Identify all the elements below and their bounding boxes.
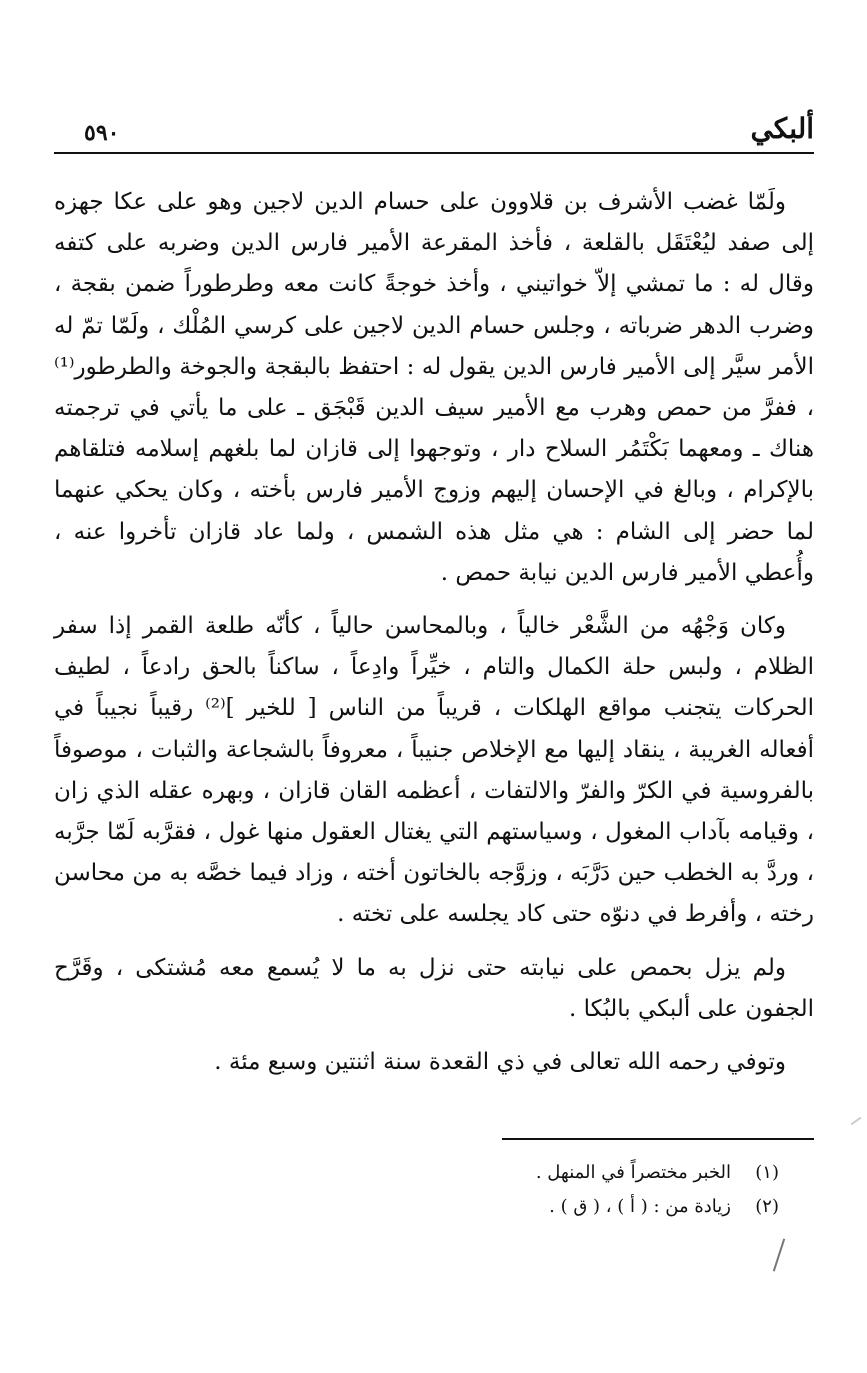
footnote-2 [54, 1190, 779, 1224]
footnotes [54, 1156, 779, 1224]
footnote-text: الخبر مختصراً في المنهل . [535, 1162, 731, 1183]
paragraph-4: وتوفي رحمه الله تعالى في ذي القعدة سنة اثنتين وسبع مئة . [214, 1049, 786, 1076]
paragraph-2: وكان وَجْهُه من الشَّعْر خالياً ، وبالمحاسن حالياً ، كأنّه طلعة القمر إذا سفر الظلام ، ولبس حلة الكمال والتام ، خيِّراً وادِعاً ، ساكناً بالحق رادعاً ، لطيف الحركات يتجنب مواقع الهلكات ، قريباً من الناس [ للخير ]⁽²⁾ رقيباً نجيباً في أفعاله الغريبة ، ينقاد إليها مع الإخلاص جنيباً ، معروفاً بالشجاعة والثبات ، موصوفاً بالفروسية في الكرّ والفرّ والالتفات ، أعظمه القان قازان ، وبهره عقله الذي زان ، وقيامه بآداب المغول ، وسياستهم التي يغتال العقول منها غول ، فقرَّبه لَمّا جرَّبه ، وردَّ به الخطب حين دَرَّبَه ، وزوَّجه بالخاتون أخته ، وزاد فيما خصَّه به من محاسن رخته ، وأفرط في دنوّه حتى كاد يجلسه على تخته . [54, 613, 815, 928]
header-rule [54, 152, 814, 154]
footnote-text: زيادة من : ( أ ) ، ( ق ) . [549, 1196, 731, 1217]
footnote-number: (١) [755, 1162, 779, 1183]
scan-edge-mark [851, 1117, 862, 1126]
scan-stray-mark [773, 1239, 785, 1272]
page-header [54, 112, 814, 152]
running-title: ألبكي [750, 112, 814, 145]
body-text [54, 182, 814, 1083]
footnote-1 [54, 1156, 779, 1190]
page-number: ٥٩٠ [84, 120, 120, 146]
paragraph-3: ولم يزل بحمص على نيابته حتى نزل به ما لا يُسمع معه مُشتكى ، وقَرَّح الجفون على ألبكي بالبُكا . [54, 954, 814, 1022]
paragraph-1: ولَمّا غضب الأشرف بن قلاوون على حسام الدين لاجين وهو على عكا جهزه إلى صفد ليُعْتَقَل بالقلعة ، فأخذ المقرعة الأمير فارس الدين وضربه على كتفه وقال له : ما تمشي إلاّ خواتيني ، وأخذ خوجةً كانت معه وطرطوراً ضمن بقجة ، وضرب الدهر ضرباته ، وجلس حسام الدين لاجين على كرسي المُلْك ، ولَمّا تمّ له الأمر سيَّر إلى الأمير فارس الدين يقول له : احتفظ بالبقجة والجوخة والطرطور⁽¹⁾ ، ففرَّ من حمص وهرب مع الأمير سيف الدين قَبْجَق ـ على ما يأتي في ترجمته هناك ـ ومعهما بَكْتَمُر السلاح دار ، وتوجهوا إلى قازان لما بلغهم إسلامه فتلقاهم بالإكرام ، وبالغ في الإحسان إليهم وزوج الأمير فارس بأخته ، وكان يحكي عنهما لما حضر إلى الشام : هي مثل هذه الشمس ، ولما عاد قازان تأخروا عنه ، وأُعطي الأمير فارس الدين نيابة حمص . [54, 189, 814, 586]
footnote-number: (٢) [755, 1196, 779, 1217]
footnote-rule [502, 1138, 814, 1140]
